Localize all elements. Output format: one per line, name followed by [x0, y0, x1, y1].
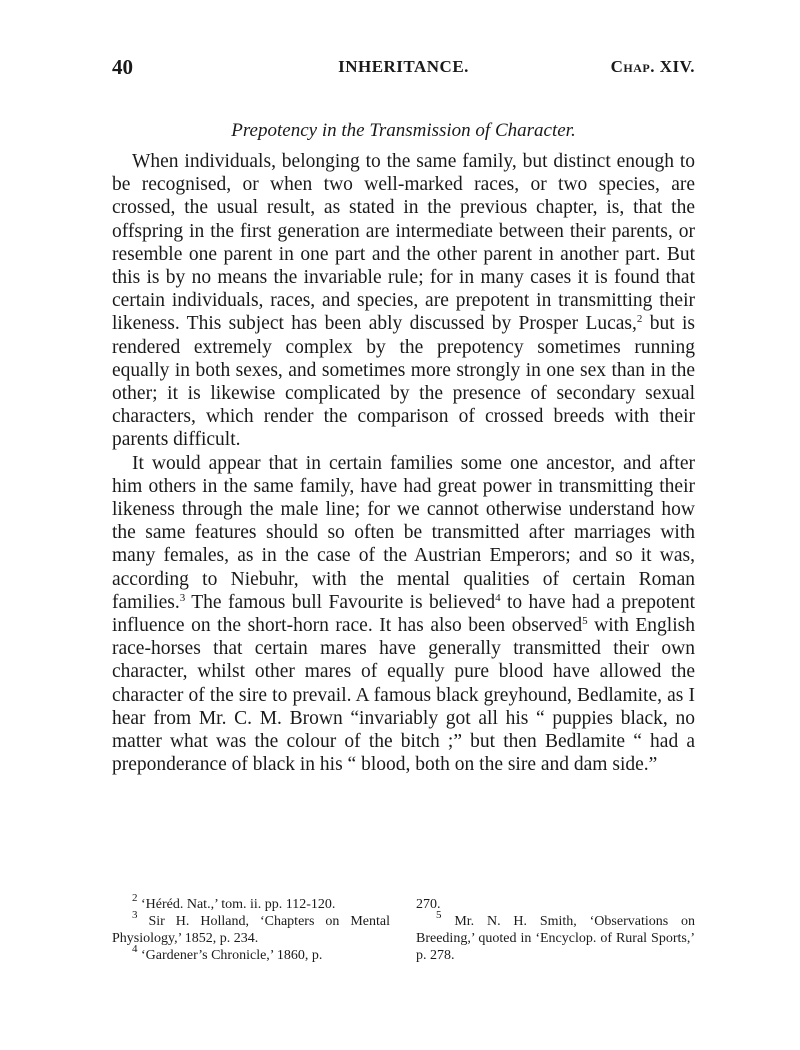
footnotes — [112, 892, 695, 986]
paragraph-text: but is rendered extremely complex by the prepotency sometimes running equally in both sexes, and sometimes more strongly in one sex than in the other; it is likewise complicated by the presence of secondary sexual characters, which render the comparison of crossed breeds with their parents difficult. — [112, 313, 695, 451]
footnote-mark: 2 — [132, 892, 138, 904]
footnote — [416, 909, 695, 964]
footnote-text: ‘Héréd. Nat.,’ tom. ii. pp. 112-120. — [141, 897, 336, 912]
footnote-ref: 4 — [495, 591, 501, 604]
footnote — [112, 892, 390, 913]
paragraph — [112, 150, 695, 452]
footnote-mark: 3 — [132, 909, 138, 921]
footnote-text: Mr. N. H. Smith, ‘Observations on Breeding,’ quoted in ‘Encyclop. of Rural Sports,’ p. 278. — [416, 914, 695, 963]
paragraph-text: to have had a prepotent influence on the short-horn race. It has also been observed — [112, 591, 695, 637]
footnote-mark: 5 — [436, 909, 442, 921]
footnote-ref: 3 — [179, 591, 186, 604]
footnote — [112, 909, 391, 947]
paragraph — [112, 452, 695, 777]
section-title: Prepotency in the Transmission of Character. — [231, 120, 576, 141]
page-number: 40 — [112, 55, 133, 79]
paragraph-text: with English race-horses that certain mares have generally transmitted their own character, whilst other mares of equally pure blood have allowed the character of the sire to prevail. A famous black greyhound, Bedlamite, as I hear from Mr. C. M. Brown “invariably got all his “ puppies black, no matter what was the colour of the bitch ;” but then Bedlamite “ had a preponderance of black in his “ blood, both on the sire and dam side.” — [112, 615, 695, 776]
chapter-label: Chap. XIV. — [610, 57, 695, 76]
footnote-ref: 5 — [582, 615, 588, 628]
footnote-continuation — [416, 896, 695, 913]
footnote-text: ‘Gardener’s Chronicle,’ 1860, p. — [141, 948, 323, 963]
footnote — [112, 943, 390, 964]
body-text — [112, 150, 695, 776]
footnotes-right-column — [416, 896, 695, 964]
footnote-ref: 2 — [636, 313, 643, 326]
footnotes-left-column — [112, 892, 391, 964]
footnote-text: 270. — [416, 897, 441, 912]
footnote-mark: 4 — [132, 943, 138, 955]
running-header — [112, 55, 695, 81]
paragraph-text: The famous bull Favourite is believed — [185, 591, 496, 613]
paragraph-text: It would appear that in certain families some one ancestor, and after him others in the same family, have had great power in transmitting their likeness through the male line; for we cannot otherwise understand how the same features should so often be transmitted after marriages with many females, as in the case of the Austrian Emperors; and so it was, according to Niebuhr, with the mental qualities of certain Roman families. — [112, 452, 695, 613]
footnote-text: Sir H. Holland, ‘Chapters on Mental Physiology,’ 1852, p. 234. — [112, 914, 391, 946]
paragraph-text: When individuals, belonging to the same family, but distinct enough to be recognised, or when two well-marked races, or two species, are crossed, the usual result, as stated in the previous chapter, is, that the offspring in the first generation are intermediate between their parents, or resemble one parent in one part and the other parent in another part. But this is by no means the invariable rule; for in many cases it is found that certain individuals, races, and species, are prepotent in transmitting their likeness. This subject has been ably discussed by Prosper Lucas, — [112, 151, 695, 335]
running-head: INHERITANCE. — [338, 57, 469, 76]
